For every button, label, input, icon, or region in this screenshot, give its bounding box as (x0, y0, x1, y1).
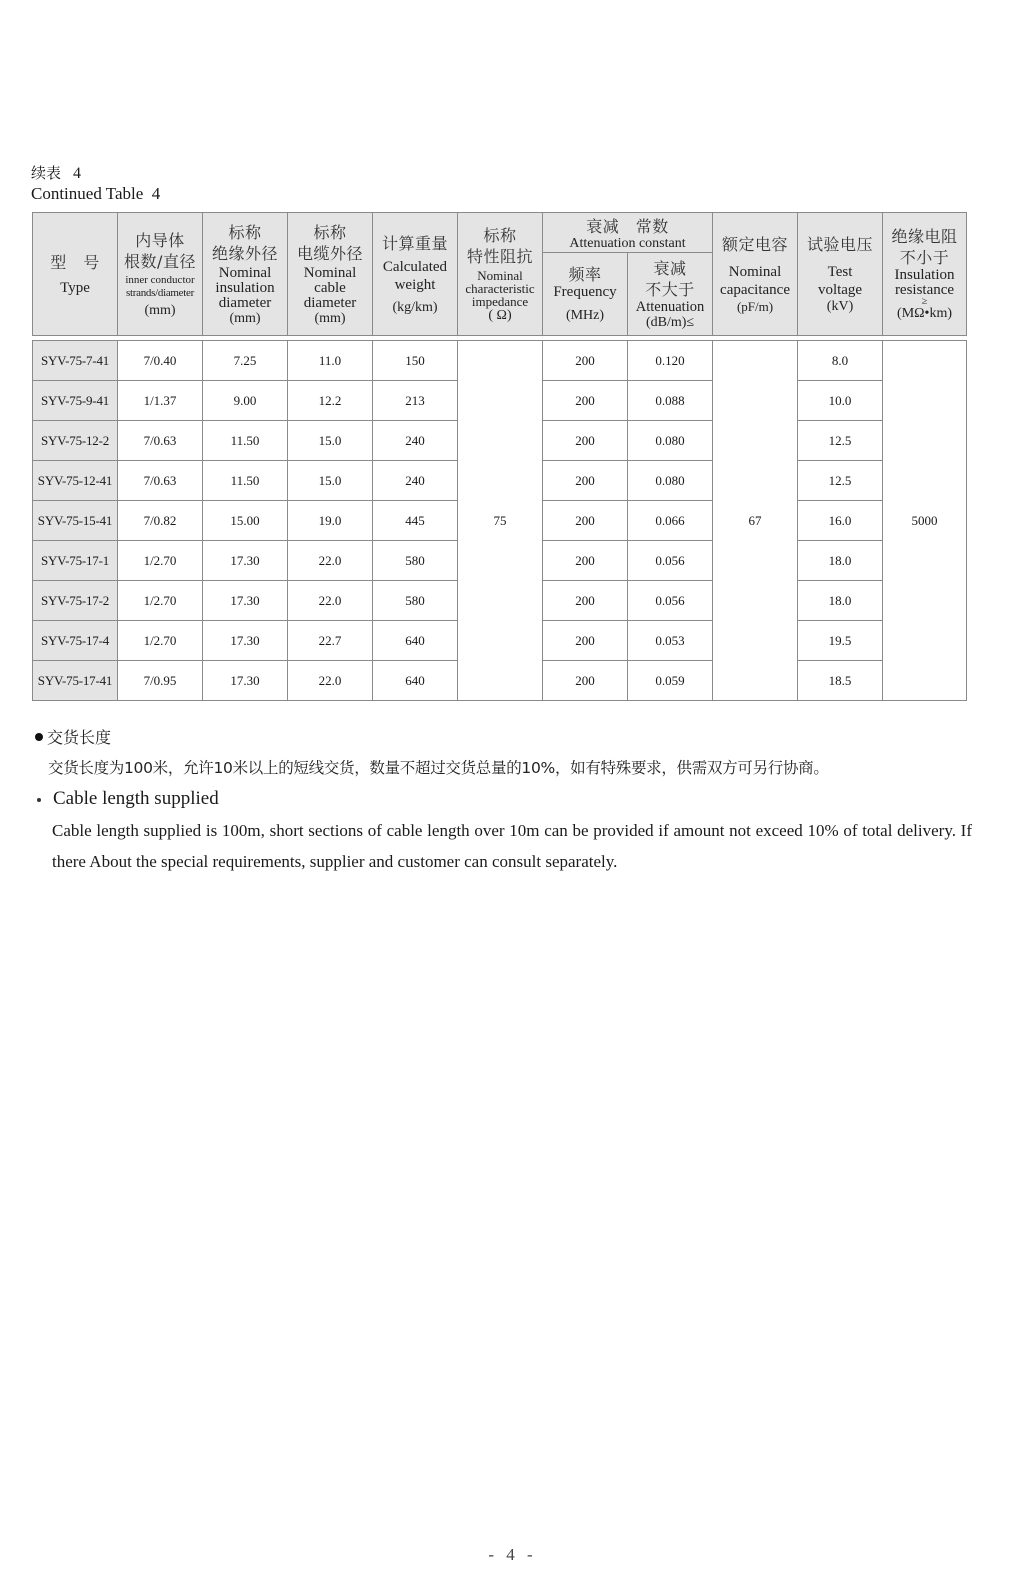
note-en-title: Cable length supplied (35, 787, 995, 811)
cell-voltage: 18.0 (798, 581, 883, 621)
cell-cable: 19.0 (288, 501, 373, 541)
cell-cable: 12.2 (288, 381, 373, 421)
header-insulation: 标称 绝缘外径 Nominal insulation diameter (mm) (203, 213, 288, 336)
cell-attenuation: 0.053 (628, 621, 713, 661)
header-frequency: 频率 Frequency (MHz) (543, 253, 628, 336)
cell-weight: 213 (373, 381, 458, 421)
cell-attenuation: 0.080 (628, 421, 713, 461)
cell-insulation: 11.50 (203, 461, 288, 501)
cell-conductor: 1/2.70 (118, 541, 203, 581)
cell-impedance: 75 (458, 341, 543, 701)
cell-frequency: 200 (543, 621, 628, 661)
table-row (33, 341, 967, 381)
header-resistance: 绝缘电阻 不小于 Insulation resistance ≥ (MΩ•km) (883, 213, 967, 336)
header-cable: 标称 电缆外径 Nominal cable diameter (mm) (288, 213, 373, 336)
bullet-icon (35, 733, 43, 741)
cell-cable: 11.0 (288, 341, 373, 381)
cell-type: SYV-75-17-1 (33, 541, 118, 581)
cell-insulation: 17.30 (203, 581, 288, 621)
cell-cable: 22.0 (288, 661, 373, 701)
notes-section (35, 726, 995, 877)
cell-weight: 240 (373, 421, 458, 461)
cell-frequency: 200 (543, 501, 628, 541)
cell-cable: 22.7 (288, 621, 373, 661)
cell-conductor: 1/2.70 (118, 621, 203, 661)
cell-attenuation: 0.056 (628, 541, 713, 581)
cell-attenuation: 0.066 (628, 501, 713, 541)
cell-frequency: 200 (543, 661, 628, 701)
cell-weight: 580 (373, 541, 458, 581)
cell-voltage: 12.5 (798, 421, 883, 461)
cell-type: SYV-75-17-41 (33, 661, 118, 701)
cell-voltage: 10.0 (798, 381, 883, 421)
cell-attenuation: 0.088 (628, 381, 713, 421)
cell-resistance: 5000 (883, 341, 967, 701)
cell-insulation: 17.30 (203, 541, 288, 581)
cell-cable: 22.0 (288, 581, 373, 621)
bullet-icon (37, 798, 41, 802)
cell-type: SYV-75-12-2 (33, 421, 118, 461)
header-conductor: 内导体 根数/直径 inner conductor strands/diameter (mm) (118, 213, 203, 336)
cell-weight: 445 (373, 501, 458, 541)
cell-capacitance: 67 (713, 341, 798, 701)
cell-frequency: 200 (543, 581, 628, 621)
cell-attenuation: 0.120 (628, 341, 713, 381)
cell-type: SYV-75-17-4 (33, 621, 118, 661)
cell-conductor: 1/2.70 (118, 581, 203, 621)
cell-voltage: 18.0 (798, 541, 883, 581)
cell-attenuation: 0.056 (628, 581, 713, 621)
cell-voltage: 8.0 (798, 341, 883, 381)
cell-conductor: 7/0.82 (118, 501, 203, 541)
cell-insulation: 15.00 (203, 501, 288, 541)
table-caption-cn: 续表 4 (31, 164, 82, 182)
note-cn-title: 交货长度 (35, 726, 995, 750)
cell-voltage: 19.5 (798, 621, 883, 661)
cell-frequency: 200 (543, 461, 628, 501)
table-header (32, 212, 967, 336)
cell-insulation: 11.50 (203, 421, 288, 461)
header-attenuation: 衰减 不大于 Attenuation (dB/m)≤ (628, 253, 713, 336)
cell-insulation: 9.00 (203, 381, 288, 421)
cell-conductor: 7/0.40 (118, 341, 203, 381)
cell-voltage: 16.0 (798, 501, 883, 541)
cell-weight: 640 (373, 661, 458, 701)
cell-weight: 580 (373, 581, 458, 621)
cell-frequency: 200 (543, 381, 628, 421)
cell-cable: 22.0 (288, 541, 373, 581)
cell-type: SYV-75-7-41 (33, 341, 118, 381)
cell-conductor: 7/0.63 (118, 421, 203, 461)
cell-conductor: 1/1.37 (118, 381, 203, 421)
header-capacitance: 额定电容 Nominal capacitance (pF/m) (713, 213, 798, 336)
cell-attenuation: 0.080 (628, 461, 713, 501)
cell-frequency: 200 (543, 421, 628, 461)
cell-insulation: 17.30 (203, 661, 288, 701)
table-caption-en: Continued Table 4 (31, 184, 161, 203)
cell-conductor: 7/0.63 (118, 461, 203, 501)
cell-insulation: 17.30 (203, 621, 288, 661)
header-impedance: 标称 特性阻抗 Nominal characteristic impedance ( Ω) (458, 213, 543, 336)
header-weight: 计算重量 Calculated weight (kg/km) (373, 213, 458, 336)
cell-type: SYV-75-15-41 (33, 501, 118, 541)
cell-cable: 15.0 (288, 421, 373, 461)
cell-voltage: 12.5 (798, 461, 883, 501)
cell-type: SYV-75-12-41 (33, 461, 118, 501)
cell-type: SYV-75-17-2 (33, 581, 118, 621)
cell-cable: 15.0 (288, 461, 373, 501)
cell-weight: 240 (373, 461, 458, 501)
data-table (32, 340, 967, 701)
cell-voltage: 18.5 (798, 661, 883, 701)
cell-frequency: 200 (543, 341, 628, 381)
cell-conductor: 7/0.95 (118, 661, 203, 701)
cell-weight: 640 (373, 621, 458, 661)
cell-insulation: 7.25 (203, 341, 288, 381)
cell-weight: 150 (373, 341, 458, 381)
cell-attenuation: 0.059 (628, 661, 713, 701)
note-cn-text: 交货长度为100米，允许10米以上的短线交货，数量不超过交货总量的10%，如有特殊要求，供需双方可另行协商。 (48, 759, 829, 777)
header-type: 型 号 Type (33, 213, 118, 336)
cell-frequency: 200 (543, 541, 628, 581)
cell-type: SYV-75-9-41 (33, 381, 118, 421)
page-number: - 4 - (488, 1545, 537, 1564)
note-en-text: Cable length supplied is 100m, short sections of cable length over 10m can be provided if amount not exceed 10% of total delivery. If there About the special requirements, supplier and customer can consult separately. (52, 821, 972, 871)
header-attenuation-group: 衰减 常数 Attenuation constant (543, 213, 713, 253)
header-voltage: 试验电压 Test voltage (kV) (798, 213, 883, 336)
